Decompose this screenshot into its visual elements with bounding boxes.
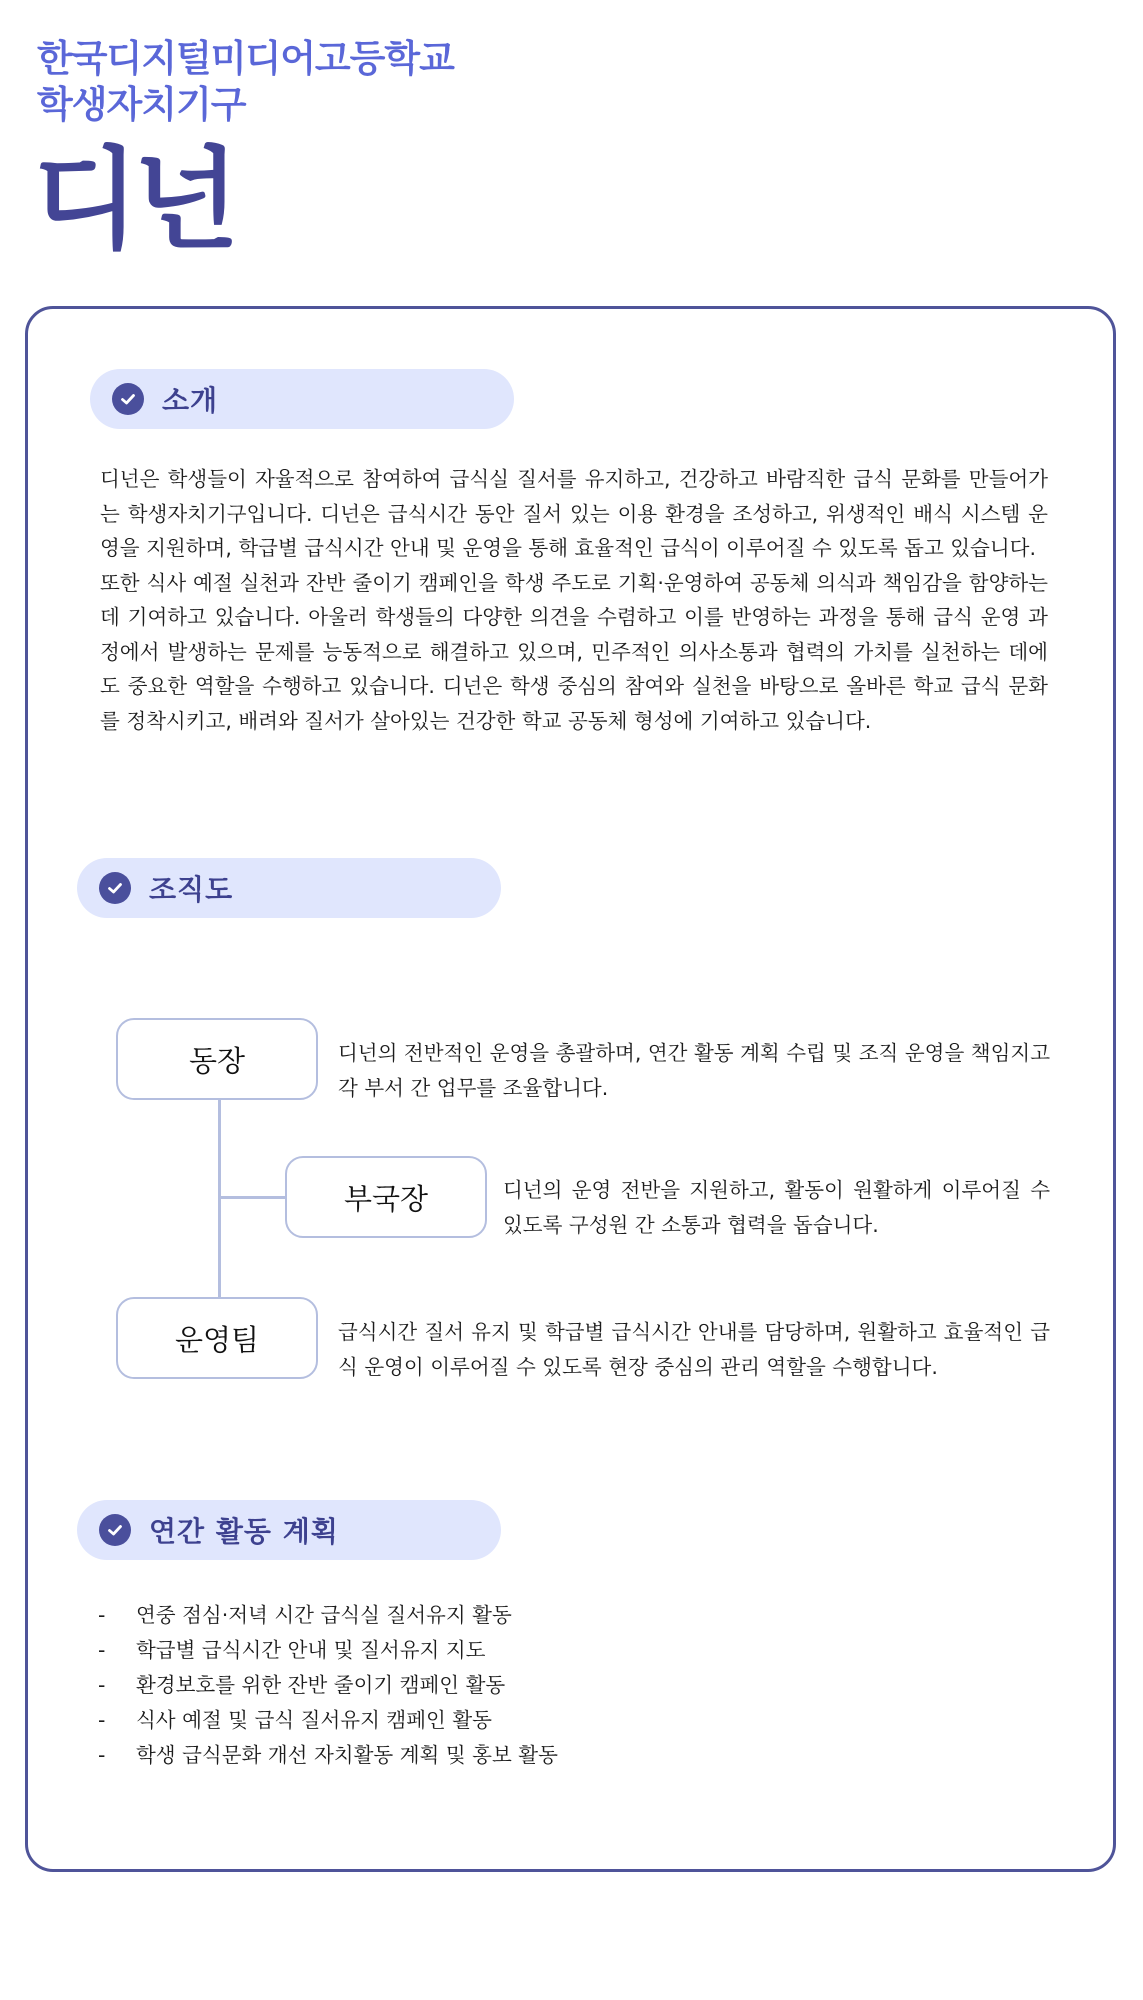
list-item-text: 식사 예절 및 급식 질서유지 캠페인 활동 (136, 1708, 492, 1732)
school-name-line1: 한국디지털미디어고등학교 (37, 37, 454, 80)
list-item (98, 1633, 558, 1668)
section-title-org: 조직도 (149, 873, 234, 906)
list-item-text: 학생 급식문화 개선 자치활동 계획 및 홍보 활동 (136, 1743, 558, 1767)
intro-paragraph-1: 디넌은 학생들이 자율적으로 참여하여 급식실 질서를 유지하고, 건강하고 바람직한 급식 문화를 만들어가는 학생자치기구입니다. 디넌은 급식시간 동안 질서 있는 이용 환경을 조성하고, 위생적인 배식 시스템 운영을 지원하며, 학급별 급식시간 안내 및 운영을 통해 효율적인 급식이 이루어질 수 있도록 돕고 있습니다. (100, 467, 1048, 560)
section-header-plan (77, 1500, 501, 1560)
intro-text (100, 462, 1048, 738)
list-bullet: - (98, 1603, 106, 1627)
list-item (98, 1598, 558, 1633)
org-desc-operations-team: 급식시간 질서 유지 및 학급별 급식시간 안내를 담당하며, 원활하고 효율적인 급식 운영이 이루어질 수 있도록 현장 중심의 관리 역할을 수행합니다. (338, 1320, 1050, 1379)
org-connector-vertical (218, 1100, 221, 1300)
section-header-org (77, 858, 501, 918)
org-box-director: 동장 (116, 1018, 318, 1100)
intro-paragraph-2: 또한 식사 예절 실천과 잔반 줄이기 캠페인을 학생 주도로 기획·운영하여 공동체 의식과 책임감을 함양하는 데 기여하고 있습니다. 아울러 학생들의 다양한 의견을 수렴하고 이를 반영하는 과정을 통해 급식 운영 과정에서 발생하는 문제를 능동적으로 해결하고 있으며, 민주적인 의사소통과 협력의 가치를 실천하는 데에도 중요한 역할을 수행하고 있습니다. 디넌은 학생 중심의 참여와 실천을 바탕으로 올바른 학교 급식 문화를 정착시키고, 배려와 질서가 살아있는 건강한 학교 공동체 형성에 기여하고 있습니다. (100, 570, 1048, 733)
list-bullet: - (98, 1708, 106, 1732)
org-box-operations-team: 운영팀 (116, 1297, 318, 1379)
org-desc-deputy: 디넌의 운영 전반을 지원하고, 활동이 원활하게 이루어질 수 있도록 구성원 간 소통과 협력을 돕습니다. (503, 1178, 1050, 1237)
section-title-plan: 연간 활동 계획 (149, 1515, 339, 1548)
list-item (98, 1703, 558, 1738)
list-item-text: 연중 점심·저녁 시간 급식실 질서유지 활동 (136, 1603, 512, 1627)
organization-logo: 디넌 (33, 136, 234, 264)
section-header-intro (90, 369, 514, 429)
check-circle-icon (112, 383, 144, 415)
list-item-text: 환경보호를 위한 잔반 줄이기 캠페인 활동 (136, 1673, 506, 1697)
school-name (37, 36, 454, 128)
org-desc-director: 디넌의 전반적인 운영을 총괄하며, 연간 활동 계획 수립 및 조직 운영을 책임지고 각 부서 간 업무를 조율합니다. (338, 1041, 1051, 1100)
section-title-intro: 소개 (162, 384, 219, 417)
list-bullet: - (98, 1743, 106, 1767)
annual-plan-list (98, 1598, 558, 1773)
list-bullet: - (98, 1673, 106, 1697)
list-bullet: - (98, 1638, 106, 1662)
list-item (98, 1668, 558, 1703)
check-circle-icon (99, 872, 131, 904)
org-box-deputy: 부국장 (285, 1156, 487, 1238)
school-name-line2: 학생자치기구 (37, 83, 246, 126)
list-item (98, 1738, 558, 1773)
check-circle-icon (99, 1514, 131, 1546)
list-item-text: 학급별 급식시간 안내 및 질서유지 지도 (136, 1638, 486, 1662)
org-connector-horizontal (218, 1196, 286, 1199)
